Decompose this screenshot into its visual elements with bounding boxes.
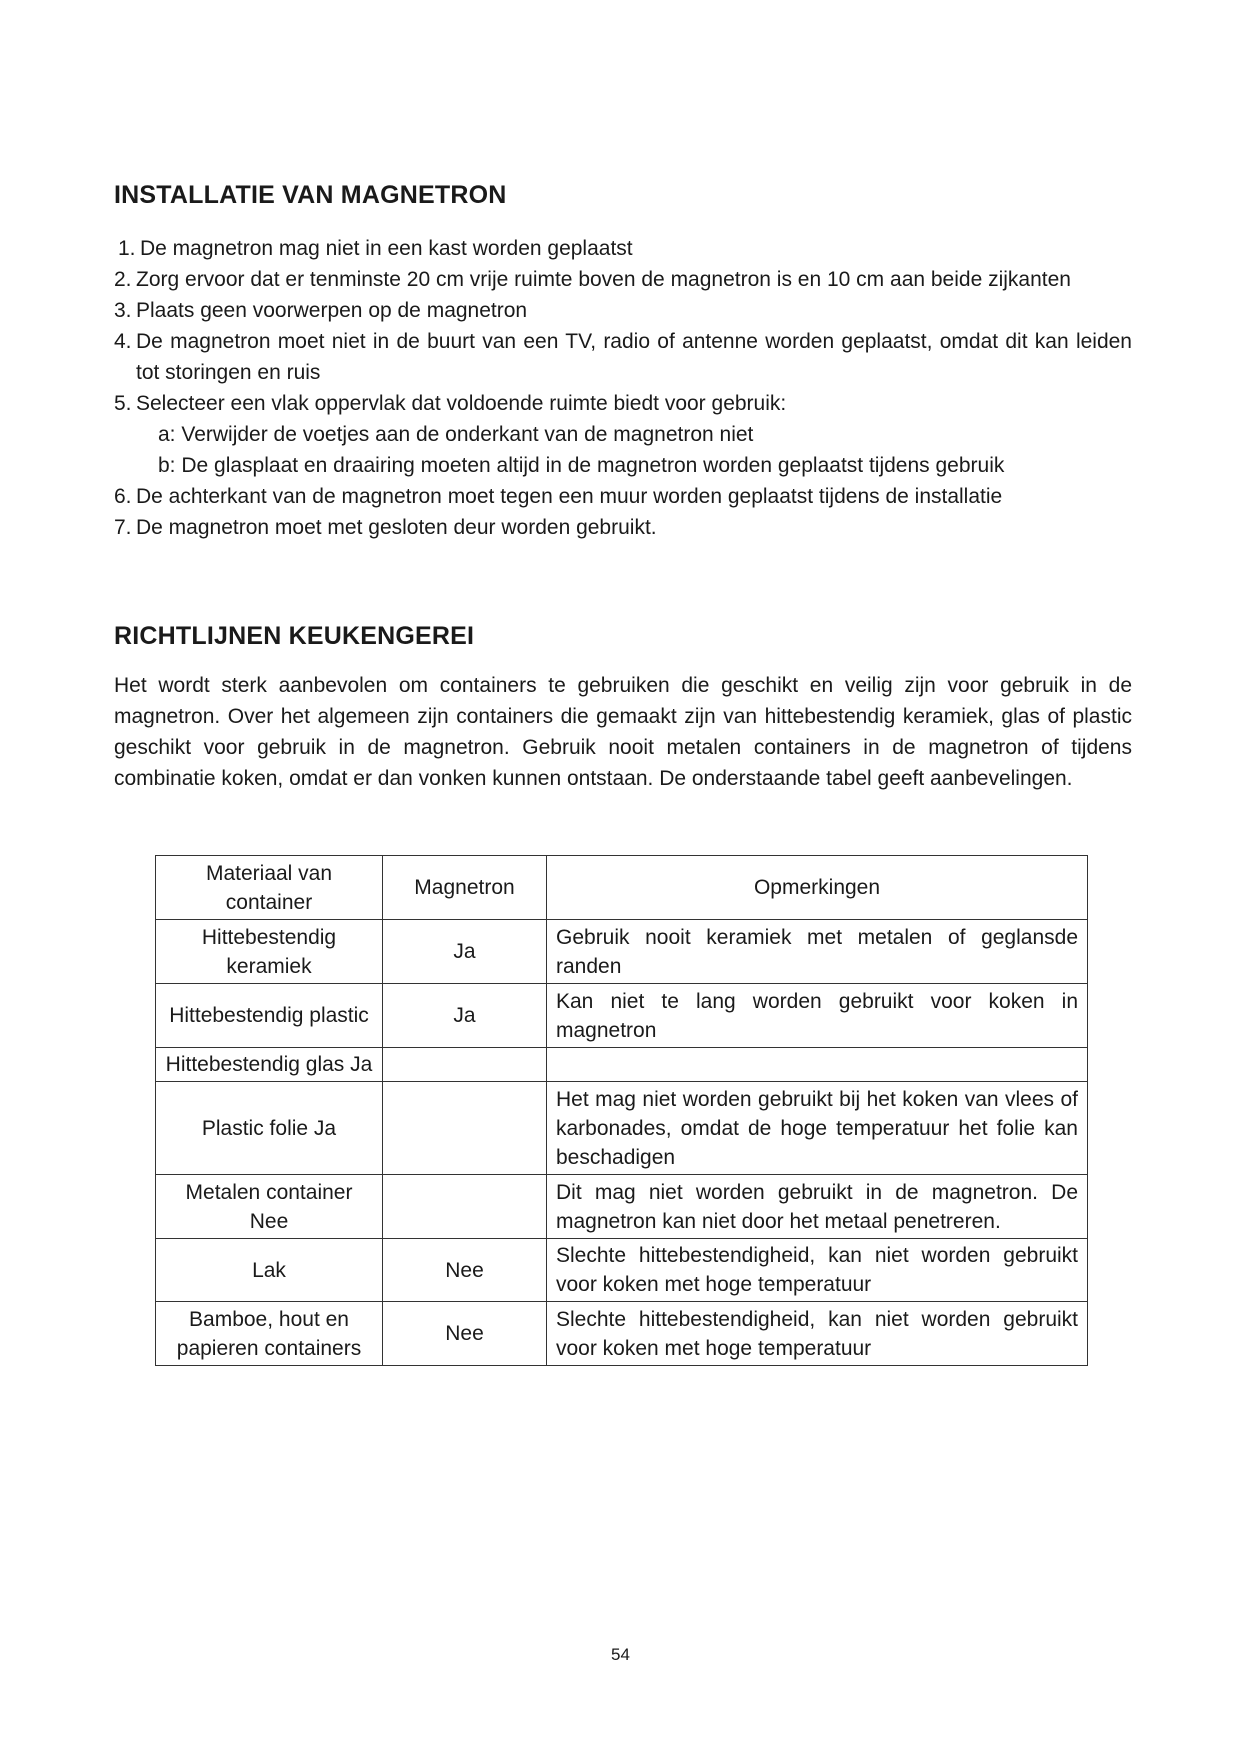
section-title-installation: INSTALLATIE VAN MAGNETRON (114, 181, 507, 209)
cell-remarks: Kan niet te lang worden gebruikt voor koken in magnetron (547, 984, 1088, 1048)
list-number: 6. (114, 485, 132, 508)
page-number: 54 (611, 1645, 630, 1664)
list-text: De magnetron mag niet in een kast worden geplaatst (140, 237, 633, 260)
list-item (114, 264, 1132, 295)
cookware-table (155, 855, 1088, 1366)
cell-microwave (383, 1048, 547, 1082)
list-text: Zorg ervoor dat er tenminste 20 cm vrije ruimte boven de magnetron is en 10 cm aan beide zijkanten (136, 268, 1071, 291)
list-item (114, 326, 1132, 388)
cell-material: Plastic folie Ja (156, 1082, 383, 1175)
cell-remarks: Het mag niet worden gebruikt bij het koken van vlees of karbonades, omdat de hoge temperatuur het folie kan beschadigen (547, 1082, 1088, 1175)
header-material: Materiaal van container (156, 856, 383, 920)
list-item (114, 481, 1132, 512)
cell-microwave: Nee (383, 1302, 547, 1366)
cell-remarks: Slechte hittebestendigheid, kan niet worden gebruikt voor koken met hoge temperatuur (547, 1239, 1088, 1302)
cell-remarks (547, 1048, 1088, 1082)
list-text: De achterkant van de magnetron moet tegen een muur worden geplaatst tijdens de installatie (136, 485, 1003, 508)
table-row (156, 1175, 1088, 1239)
cell-microwave: Ja (383, 984, 547, 1048)
list-text: De magnetron moet niet in de buurt van een TV, radio of antenne worden geplaatst, omdat dit kan leiden tot storingen en ruis (136, 330, 1132, 384)
header-microwave: Magnetron (383, 856, 547, 920)
cell-material: Hittebestendig plastic (156, 984, 383, 1048)
cell-microwave (383, 1175, 547, 1239)
cell-material: Lak (156, 1239, 383, 1302)
cell-remarks: Gebruik nooit keramiek met metalen of geglansde randen (547, 920, 1088, 984)
cell-microwave: Ja (383, 920, 547, 984)
list-text: De magnetron moet met gesloten deur worden gebruikt. (136, 516, 657, 539)
table-row (156, 984, 1088, 1048)
list-number: 7. (114, 516, 132, 539)
list-item (114, 295, 1132, 326)
table-row (156, 920, 1088, 984)
table-header-row (156, 856, 1088, 920)
list-item (114, 233, 1132, 264)
section-title-cookware: RICHTLIJNEN KEUKENGEREI (114, 622, 475, 650)
table-row (156, 1048, 1088, 1082)
header-remarks: Opmerkingen (547, 856, 1088, 920)
table-row (156, 1239, 1088, 1302)
sub-item-b: b: De glasplaat en draairing moeten altijd in de magnetron worden geplaatst tijdens gebruik (158, 454, 1005, 477)
cell-remarks: Slechte hittebestendigheid, kan niet worden gebruikt voor koken met hoge temperatuur (547, 1302, 1088, 1366)
cell-material: Hittebestendig keramiek (156, 920, 383, 984)
cell-microwave: Nee (383, 1239, 547, 1302)
cell-microwave (383, 1082, 547, 1175)
list-number: 3. (114, 299, 132, 322)
list-number: 1. (118, 237, 136, 260)
cell-material: Hittebestendig glas Ja (156, 1048, 383, 1082)
sub-item-a: a: Verwijder de voetjes aan de onderkant van de magnetron niet (158, 423, 754, 446)
list-text: Plaats geen voorwerpen op de magnetron (136, 299, 528, 322)
cell-remarks: Dit mag niet worden gebruikt in de magnetron. De magnetron kan niet door het metaal penetreren. (547, 1175, 1088, 1239)
installation-list (114, 233, 1132, 543)
cookware-intro-paragraph: Het wordt sterk aanbevolen om containers te gebruiken die geschikt en veilig zijn voor gebruik in de magnetron. Over het algemeen zijn containers die gemaakt zijn van hittebestendig keramiek, glas of plastic geschikt voor gebruik in de magnetron. Gebruik nooit metalen containers in de magnetron of tijdens combinatie koken, omdat er dan vonken kunnen ontstaan. De onderstaande tabel geeft aanbevelingen. (114, 674, 1132, 790)
list-text: Selecteer een vlak oppervlak dat voldoende ruimte biedt voor gebruik: (136, 392, 787, 415)
list-number: 5. (114, 392, 132, 415)
list-number: 4. (114, 330, 132, 353)
list-item (114, 512, 1132, 543)
table-row (156, 1082, 1088, 1175)
list-number: 2. (114, 268, 132, 291)
table-row (156, 1302, 1088, 1366)
cell-material: Metalen container Nee (156, 1175, 383, 1239)
list-item (114, 388, 1132, 481)
cell-material: Bamboe, hout en papieren containers (156, 1302, 383, 1366)
